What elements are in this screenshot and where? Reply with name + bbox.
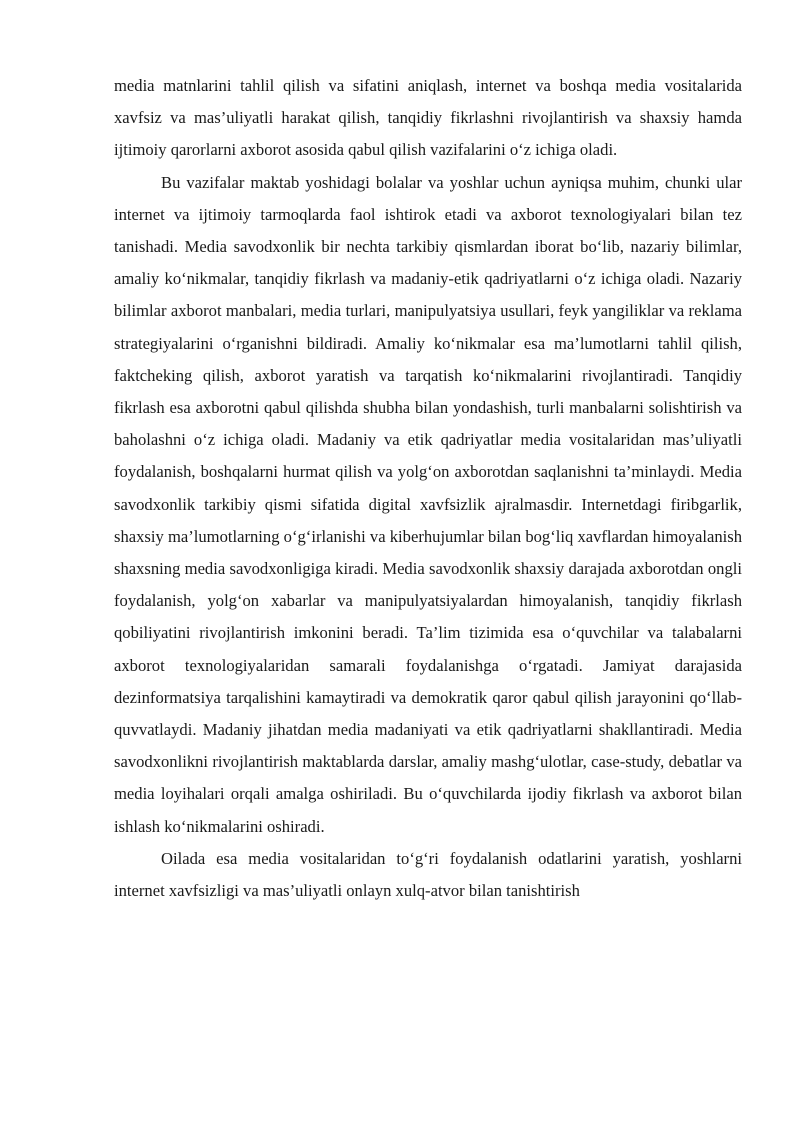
document-page [114,70,742,907]
paragraph-1: media matnlarini tahlil qilish va sifatini aniqlash, internet va boshqa media vositalarida xavfsiz va mas’uliyatli harakat qilish, tanqidiy fikrlashni rivojlantirish va shaxsiy hamda ijtimoiy qarorlarni axborot asosida qabul qilish vazifalarini o‘z ichiga oladi. [114,76,742,160]
paragraph-2: Bu vazifalar maktab yoshidagi bolalar va yoshlar uchun ayniqsa muhim, chunki ular internet va ijtimoiy tarmoqlarda faol ishtirok etadi va axborot texnologiyalari bilan tez tanishadi. Media savodxonlik bir nechta tarkibiy qismlardan iborat bo‘lib, nazariy bilimlar, amaliy ko‘nikmalar, tanqidiy fikrlash va madaniy-etik qadriyatlarni o‘z ichiga oladi. Nazariy bilimlar axborot manbalari, media turlari, manipulyatsiya usullari, feyk yangiliklar va reklama strategiyalarini o‘rganishni bildiradi. Amaliy ko‘nikmalar esa ma’lumotlarni tahlil qilish, faktcheking qilish, axborot yaratish va tarqatish ko‘nikmalarini rivojlantiradi. Tanqidiy fikrlash esa axborotni qabul qilishda shubha bilan yondashish, turli manbalarni solishtirish va baholashni o‘z ichiga oladi. Madaniy va etik qadriyatlar media vositalaridan mas’uliyatli foydalanish, boshqalarni hurmat qilish va yolg‘on axborotdan saqlanishni ta’minlaydi. Media savodxonlik tarkibiy qismi sifatida digital xavfsizlik ajralmasdir. Internetdagi firibgarlik, shaxsiy ma’lumotlarning o‘g‘irlanishi va kiberhujumlar bilan bog‘liq xavflardan himoyalanish shaxsning media savodxonligiga kiradi. Media savodxonlik shaxsiy darajada axborotdan ongli foydalanish, yolg‘on xabarlar va manipulyatsiyalardan himoyalanish, tanqidiy fikrlash qobiliyatini rivojlantirish imkonini beradi. Ta’lim tizimida esa o‘quvchilar va talabalarni axborot texnologiyalaridan samarali foydalanishga o‘rgatadi. Jamiyat darajasida dezinformatsiya tarqalishini kamaytiradi va demokratik qaror qabul qilish jarayonini qo‘llab-quvvatlaydi. Madaniy jihatdan media madaniyati va etik qadriyatlarni shakllantiradi. Media savodxonlikni rivojlantirish maktablarda darslar, amaliy mashg‘ulotlar, case-study, debatlar va media loyihalari orqali amalga oshiriladi. Bu o‘quvchilarda ijodiy fikrlash va axborot bilan ishlash ko‘nikmalarini oshiradi. [114,172,742,836]
paragraph-3: Oilada esa media vositalaridan to‘g‘ri foydalanish odatlarini yaratish, yoshlarni internet xavfsizligi va mas’uliyatli onlayn xulq-atvor bilan tanishtirish [114,848,742,901]
